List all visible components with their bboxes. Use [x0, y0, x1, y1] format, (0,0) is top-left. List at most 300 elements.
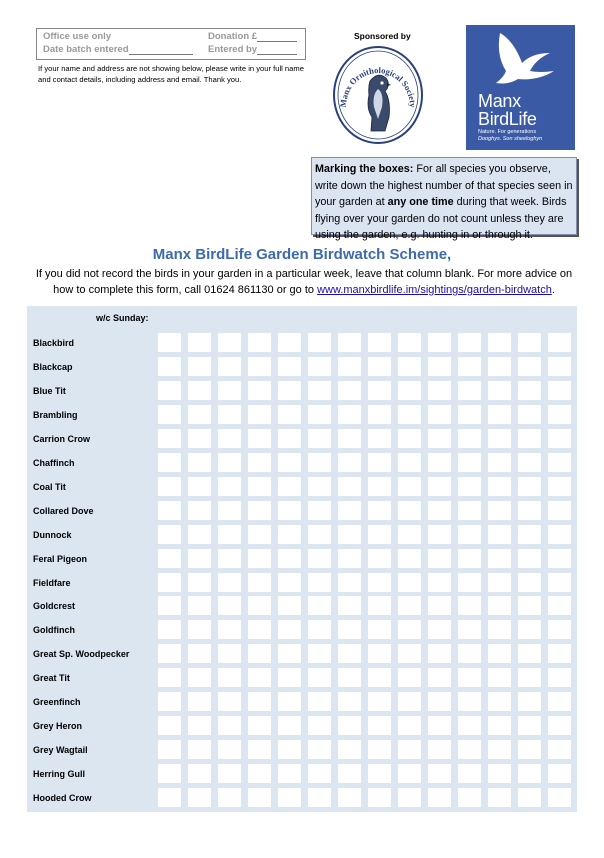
- count-box[interactable]: [458, 692, 481, 711]
- intro-text: If you did not record the birds in your garden in a particular week, leave that column blank. For more advice on how to complete this form, call 01624 861130 or go to www.manxbirdlife.im/sightings/garden-birdwatch.: [35, 268, 573, 296]
- count-box[interactable]: [428, 549, 451, 568]
- count-box[interactable]: [458, 357, 481, 376]
- count-box[interactable]: [338, 740, 361, 759]
- count-box[interactable]: [188, 381, 211, 400]
- count-box[interactable]: [248, 692, 271, 711]
- count-box[interactable]: [488, 477, 511, 496]
- count-box[interactable]: [488, 788, 511, 807]
- count-box[interactable]: [458, 740, 481, 759]
- count-box[interactable]: [278, 357, 301, 376]
- count-box[interactable]: [428, 764, 451, 783]
- count-box[interactable]: [428, 525, 451, 544]
- count-box[interactable]: [488, 620, 511, 639]
- count-box[interactable]: [488, 525, 511, 544]
- count-box[interactable]: [548, 381, 571, 400]
- count-box[interactable]: [518, 740, 541, 759]
- count-box[interactable]: [488, 501, 511, 520]
- count-box[interactable]: [488, 381, 511, 400]
- count-box[interactable]: [248, 525, 271, 544]
- count-box[interactable]: [158, 357, 181, 376]
- count-box[interactable]: [188, 620, 211, 639]
- count-box[interactable]: [188, 788, 211, 807]
- species-row: [27, 620, 577, 640]
- count-box[interactable]: [428, 573, 451, 592]
- count-box[interactable]: [488, 692, 511, 711]
- count-box[interactable]: [188, 692, 211, 711]
- count-box[interactable]: [188, 764, 211, 783]
- species-label: Goldcrest: [33, 601, 76, 612]
- count-box[interactable]: [338, 429, 361, 448]
- count-box[interactable]: [398, 429, 421, 448]
- count-box[interactable]: [458, 549, 481, 568]
- count-box[interactable]: [368, 381, 391, 400]
- count-box[interactable]: [218, 668, 241, 687]
- count-box[interactable]: [368, 740, 391, 759]
- count-box[interactable]: [488, 740, 511, 759]
- count-box[interactable]: [308, 405, 331, 424]
- count-box[interactable]: [458, 381, 481, 400]
- count-box[interactable]: [488, 644, 511, 663]
- count-box[interactable]: [188, 525, 211, 544]
- count-box[interactable]: [398, 357, 421, 376]
- count-box[interactable]: [428, 596, 451, 615]
- count-box[interactable]: [278, 381, 301, 400]
- count-box[interactable]: [158, 764, 181, 783]
- count-box[interactable]: [428, 716, 451, 735]
- count-box[interactable]: [398, 692, 421, 711]
- count-box[interactable]: [248, 429, 271, 448]
- count-box[interactable]: [458, 453, 481, 472]
- count-box[interactable]: [218, 740, 241, 759]
- count-box[interactable]: [278, 788, 301, 807]
- count-box[interactable]: [338, 525, 361, 544]
- count-box[interactable]: [428, 668, 451, 687]
- count-box[interactable]: [248, 764, 271, 783]
- count-box[interactable]: [248, 405, 271, 424]
- count-box[interactable]: [518, 501, 541, 520]
- count-box[interactable]: [518, 596, 541, 615]
- count-box[interactable]: [248, 716, 271, 735]
- count-box[interactable]: [188, 453, 211, 472]
- count-box[interactable]: [428, 357, 451, 376]
- count-box[interactable]: [488, 573, 511, 592]
- count-box[interactable]: [278, 668, 301, 687]
- count-box[interactable]: [518, 477, 541, 496]
- count-box[interactable]: [218, 692, 241, 711]
- count-box[interactable]: [548, 596, 571, 615]
- count-box[interactable]: [368, 644, 391, 663]
- count-box[interactable]: [218, 788, 241, 807]
- donation-label: Donation £: [208, 31, 258, 42]
- count-box[interactable]: [368, 525, 391, 544]
- count-box[interactable]: [308, 429, 331, 448]
- species-label: Greenfinch: [33, 697, 81, 708]
- count-box[interactable]: [338, 453, 361, 472]
- count-box[interactable]: [338, 764, 361, 783]
- count-box[interactable]: [218, 477, 241, 496]
- count-box[interactable]: [158, 740, 181, 759]
- count-box[interactable]: [428, 405, 451, 424]
- count-box[interactable]: [458, 405, 481, 424]
- count-box[interactable]: [338, 788, 361, 807]
- count-box[interactable]: [548, 333, 571, 352]
- count-box[interactable]: [278, 405, 301, 424]
- count-box[interactable]: [548, 525, 571, 544]
- count-box[interactable]: [308, 764, 331, 783]
- garden-birdwatch-link[interactable]: www.manxbirdlife.im/sightings/garden-birdwatch: [317, 284, 552, 296]
- count-box[interactable]: [338, 716, 361, 735]
- count-box[interactable]: [488, 596, 511, 615]
- count-box[interactable]: [368, 453, 391, 472]
- count-box[interactable]: [458, 788, 481, 807]
- count-box[interactable]: [338, 333, 361, 352]
- count-box[interactable]: [398, 405, 421, 424]
- count-box[interactable]: [338, 596, 361, 615]
- count-box[interactable]: [518, 644, 541, 663]
- count-box[interactable]: [248, 549, 271, 568]
- count-box[interactable]: [308, 788, 331, 807]
- species-label: Herring Gull: [33, 769, 86, 780]
- count-box[interactable]: [308, 596, 331, 615]
- count-box[interactable]: [218, 573, 241, 592]
- count-box[interactable]: [338, 501, 361, 520]
- count-box[interactable]: [488, 716, 511, 735]
- count-box[interactable]: [248, 596, 271, 615]
- count-box[interactable]: [368, 429, 391, 448]
- count-box[interactable]: [188, 716, 211, 735]
- count-box[interactable]: [548, 357, 571, 376]
- count-box[interactable]: [518, 381, 541, 400]
- count-box[interactable]: [488, 453, 511, 472]
- count-box[interactable]: [398, 381, 421, 400]
- count-box[interactable]: [218, 405, 241, 424]
- manx-birdlife-tagline-english: Nature. For generations: [478, 129, 537, 135]
- count-box[interactable]: [278, 596, 301, 615]
- count-box[interactable]: [158, 333, 181, 352]
- count-box[interactable]: [218, 357, 241, 376]
- count-box[interactable]: [398, 668, 421, 687]
- count-box[interactable]: [158, 788, 181, 807]
- count-box[interactable]: [458, 525, 481, 544]
- count-box[interactable]: [458, 573, 481, 592]
- count-box[interactable]: [158, 644, 181, 663]
- count-box[interactable]: [188, 477, 211, 496]
- count-box[interactable]: [368, 764, 391, 783]
- count-box[interactable]: [188, 357, 211, 376]
- count-box[interactable]: [218, 453, 241, 472]
- count-box[interactable]: [548, 477, 571, 496]
- count-box[interactable]: [248, 620, 271, 639]
- count-box[interactable]: [368, 788, 391, 807]
- count-box[interactable]: [308, 357, 331, 376]
- count-box[interactable]: [458, 596, 481, 615]
- count-box[interactable]: [248, 573, 271, 592]
- count-box[interactable]: [518, 573, 541, 592]
- count-box[interactable]: [248, 357, 271, 376]
- count-box[interactable]: [458, 764, 481, 783]
- count-box[interactable]: [338, 405, 361, 424]
- count-box[interactable]: [428, 429, 451, 448]
- count-box[interactable]: [278, 764, 301, 783]
- count-box[interactable]: [548, 573, 571, 592]
- count-box[interactable]: [548, 453, 571, 472]
- count-box[interactable]: [368, 573, 391, 592]
- count-box[interactable]: [158, 596, 181, 615]
- count-box[interactable]: [158, 501, 181, 520]
- count-box[interactable]: [338, 620, 361, 639]
- count-box[interactable]: [158, 525, 181, 544]
- count-box[interactable]: [548, 549, 571, 568]
- species-label: Great Sp. Woodpecker: [33, 649, 130, 660]
- count-box[interactable]: [398, 525, 421, 544]
- count-box[interactable]: [278, 453, 301, 472]
- count-box[interactable]: [398, 740, 421, 759]
- count-box[interactable]: [518, 357, 541, 376]
- count-box[interactable]: [398, 596, 421, 615]
- count-box[interactable]: [218, 333, 241, 352]
- count-box[interactable]: [218, 501, 241, 520]
- count-box[interactable]: [308, 501, 331, 520]
- count-box[interactable]: [338, 644, 361, 663]
- count-box[interactable]: [518, 525, 541, 544]
- count-box[interactable]: [368, 596, 391, 615]
- count-box[interactable]: [278, 333, 301, 352]
- count-box[interactable]: [158, 549, 181, 568]
- count-box[interactable]: [518, 453, 541, 472]
- count-box[interactable]: [548, 644, 571, 663]
- count-box[interactable]: [398, 477, 421, 496]
- count-box[interactable]: [218, 716, 241, 735]
- count-box[interactable]: [278, 716, 301, 735]
- count-box[interactable]: [398, 644, 421, 663]
- count-box[interactable]: [398, 501, 421, 520]
- count-box[interactable]: [278, 477, 301, 496]
- count-box[interactable]: [458, 620, 481, 639]
- count-box[interactable]: [368, 333, 391, 352]
- count-box[interactable]: [278, 740, 301, 759]
- count-box[interactable]: [458, 429, 481, 448]
- count-box[interactable]: [218, 381, 241, 400]
- count-box[interactable]: [308, 716, 331, 735]
- count-box[interactable]: [308, 549, 331, 568]
- count-box[interactable]: [428, 644, 451, 663]
- count-box[interactable]: [308, 573, 331, 592]
- count-box[interactable]: [548, 740, 571, 759]
- count-box[interactable]: [428, 788, 451, 807]
- count-box[interactable]: [368, 716, 391, 735]
- sponsored-by-label: Sponsored by: [354, 31, 411, 41]
- count-box[interactable]: [398, 453, 421, 472]
- count-box[interactable]: [368, 692, 391, 711]
- count-box[interactable]: [428, 620, 451, 639]
- species-label: Goldfinch: [33, 625, 75, 636]
- count-box[interactable]: [428, 333, 451, 352]
- count-box[interactable]: [338, 381, 361, 400]
- count-box[interactable]: [368, 477, 391, 496]
- count-box[interactable]: [548, 620, 571, 639]
- count-box[interactable]: [218, 644, 241, 663]
- manx-birdlife-tagline-manx: Dooghys. Son sheeloghyn: [478, 135, 543, 142]
- count-box[interactable]: [338, 692, 361, 711]
- count-box[interactable]: [518, 333, 541, 352]
- count-box[interactable]: [458, 333, 481, 352]
- count-box[interactable]: [368, 668, 391, 687]
- count-box[interactable]: [278, 525, 301, 544]
- count-box[interactable]: [518, 668, 541, 687]
- count-box[interactable]: [248, 501, 271, 520]
- count-box[interactable]: [368, 501, 391, 520]
- count-box[interactable]: [308, 692, 331, 711]
- count-box[interactable]: [458, 668, 481, 687]
- count-box[interactable]: [188, 333, 211, 352]
- count-box[interactable]: [548, 716, 571, 735]
- count-box[interactable]: [278, 501, 301, 520]
- count-box[interactable]: [158, 620, 181, 639]
- count-box[interactable]: [548, 405, 571, 424]
- count-box[interactable]: [308, 477, 331, 496]
- count-box[interactable]: [488, 405, 511, 424]
- count-box[interactable]: [548, 668, 571, 687]
- species-label: Blackbird: [33, 338, 75, 348]
- count-box[interactable]: [338, 477, 361, 496]
- count-box[interactable]: [338, 573, 361, 592]
- count-box[interactable]: [368, 405, 391, 424]
- count-box[interactable]: [518, 764, 541, 783]
- count-box[interactable]: [308, 381, 331, 400]
- count-box[interactable]: [248, 644, 271, 663]
- count-box[interactable]: [278, 644, 301, 663]
- species-label: Blue Tit: [33, 385, 66, 396]
- count-box[interactable]: [368, 357, 391, 376]
- count-box[interactable]: [278, 549, 301, 568]
- count-box[interactable]: [218, 525, 241, 544]
- count-box[interactable]: [518, 788, 541, 807]
- count-box[interactable]: [518, 429, 541, 448]
- count-box[interactable]: [428, 740, 451, 759]
- count-box[interactable]: [278, 620, 301, 639]
- birdwatch-table: [27, 306, 577, 812]
- count-box[interactable]: [218, 620, 241, 639]
- count-box[interactable]: [248, 668, 271, 687]
- count-box[interactable]: [518, 716, 541, 735]
- count-box[interactable]: [248, 453, 271, 472]
- count-box[interactable]: [548, 764, 571, 783]
- count-box[interactable]: [488, 668, 511, 687]
- count-box[interactable]: [548, 788, 571, 807]
- count-box[interactable]: [458, 716, 481, 735]
- count-box[interactable]: [398, 573, 421, 592]
- count-box[interactable]: [158, 477, 181, 496]
- species-label: Grey Heron: [33, 721, 83, 732]
- count-box[interactable]: [458, 644, 481, 663]
- count-box[interactable]: [488, 333, 511, 352]
- count-box[interactable]: [368, 620, 391, 639]
- count-box[interactable]: [188, 573, 211, 592]
- count-box[interactable]: [308, 644, 331, 663]
- count-box[interactable]: [158, 668, 181, 687]
- count-box[interactable]: [308, 620, 331, 639]
- count-box[interactable]: [488, 549, 511, 568]
- count-box[interactable]: [248, 740, 271, 759]
- count-box[interactable]: [428, 477, 451, 496]
- count-box[interactable]: [188, 405, 211, 424]
- count-box[interactable]: [158, 692, 181, 711]
- count-box[interactable]: [158, 405, 181, 424]
- species-row: [27, 692, 577, 712]
- count-box[interactable]: [218, 429, 241, 448]
- count-box[interactable]: [188, 549, 211, 568]
- count-box[interactable]: [428, 381, 451, 400]
- count-box[interactable]: [548, 692, 571, 711]
- count-box[interactable]: [548, 501, 571, 520]
- count-box[interactable]: [158, 716, 181, 735]
- count-box[interactable]: [248, 381, 271, 400]
- count-box[interactable]: [428, 453, 451, 472]
- marking-heading: Marking the boxes:: [315, 163, 414, 175]
- count-box[interactable]: [278, 692, 301, 711]
- count-box[interactable]: [398, 788, 421, 807]
- count-box[interactable]: [398, 549, 421, 568]
- count-box[interactable]: [488, 429, 511, 448]
- count-box[interactable]: [368, 549, 391, 568]
- count-box[interactable]: [188, 501, 211, 520]
- count-box[interactable]: [518, 405, 541, 424]
- count-box[interactable]: [428, 692, 451, 711]
- count-box[interactable]: [308, 525, 331, 544]
- count-box[interactable]: [218, 764, 241, 783]
- count-box[interactable]: [428, 501, 451, 520]
- count-box[interactable]: [518, 549, 541, 568]
- count-box[interactable]: [248, 333, 271, 352]
- species-label: Collared Dove: [33, 505, 94, 516]
- count-box[interactable]: [308, 668, 331, 687]
- count-box[interactable]: [518, 692, 541, 711]
- count-box[interactable]: [338, 668, 361, 687]
- marking-instructions: Marking the boxes: For all species you observe, write down the highest number of that species seen in your garden at any one time during that week. Birds flying over your garden do not count unless they are using the garden, e.g. hunting in or through it.: [311, 157, 577, 235]
- count-box[interactable]: [248, 788, 271, 807]
- count-box[interactable]: [188, 596, 211, 615]
- count-box[interactable]: [218, 596, 241, 615]
- count-box[interactable]: [188, 668, 211, 687]
- count-box[interactable]: [398, 764, 421, 783]
- count-box[interactable]: [278, 429, 301, 448]
- count-box[interactable]: [188, 429, 211, 448]
- count-box[interactable]: [338, 357, 361, 376]
- count-box[interactable]: [308, 333, 331, 352]
- count-box[interactable]: [338, 549, 361, 568]
- count-box[interactable]: [398, 716, 421, 735]
- count-box[interactable]: [158, 381, 181, 400]
- count-box[interactable]: [398, 333, 421, 352]
- count-box[interactable]: [488, 764, 511, 783]
- count-box[interactable]: [188, 740, 211, 759]
- count-box[interactable]: [158, 453, 181, 472]
- count-box[interactable]: [458, 501, 481, 520]
- count-box[interactable]: [398, 620, 421, 639]
- count-box[interactable]: [308, 740, 331, 759]
- count-box[interactable]: [158, 429, 181, 448]
- count-box[interactable]: [308, 453, 331, 472]
- count-box[interactable]: [278, 573, 301, 592]
- count-box[interactable]: [248, 477, 271, 496]
- count-box[interactable]: [518, 620, 541, 639]
- count-box[interactable]: [458, 477, 481, 496]
- count-box[interactable]: [488, 357, 511, 376]
- count-box[interactable]: [158, 573, 181, 592]
- count-box[interactable]: [188, 644, 211, 663]
- count-box[interactable]: [218, 549, 241, 568]
- count-box[interactable]: [548, 429, 571, 448]
